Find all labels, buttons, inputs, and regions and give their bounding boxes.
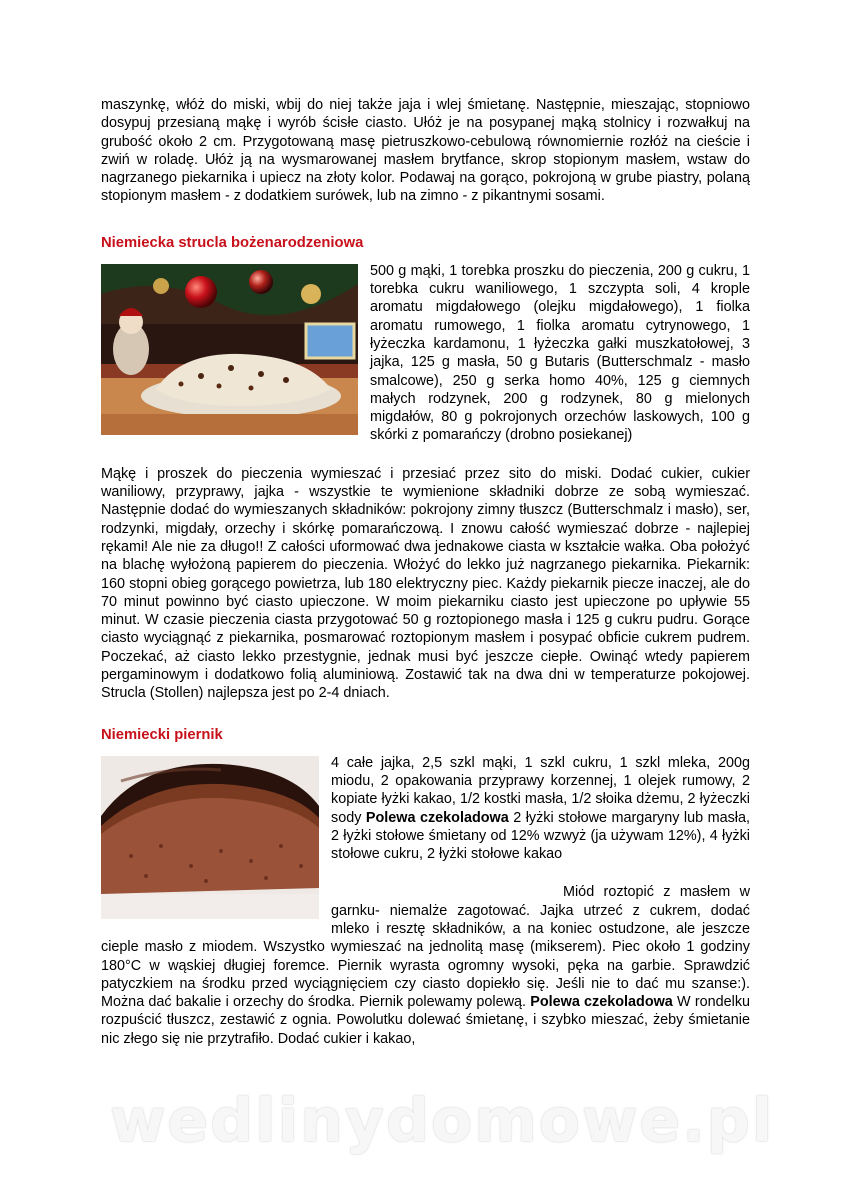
watermark: wedlinydomowe.pl bbox=[110, 1086, 775, 1156]
piernik-photo bbox=[101, 756, 319, 919]
piernik-ingredients-a: 4 całe jajka, 2,5 szkl mąki, 1 szkl cukru, 1 szkl mleka, 200g miodu, 2 opakowania przyprawy korzennej, 1 olejek rumowy, 2 kopiate łyżki kakao, 1/2 kostki masła, 1/2 słoika dżemu, 2 łyżeczki sody bbox=[331, 754, 750, 826]
glaze-label-2: Polewa czekoladowa bbox=[530, 994, 673, 1011]
piernik-method-b: W rondelku rozpuścić tłuszcz, zestawić z ognia. Powolutku dolewać śmietanę, i szybko mieszać, żeby śmietanie nic złego się nie przytrafiło. Dodać cukier i kakao, bbox=[101, 994, 751, 1047]
strucla-photo bbox=[101, 264, 358, 435]
piernik-ingredients-b: 2 łyżki stołowe margaryny lub masła, 2 łyżki stołowe śmietany od 12% wzwyż (ja używam 12%), 4 łyżki stołowe cukru, 2 łyżki stołowe kakao bbox=[331, 809, 750, 863]
strucla-method: Mąkę i proszek do pieczenia wymieszać i przesiać przez sito do miski. Dodać cukier, cukier waniliowy, przyprawy, jajka - wszystkie te wymienione składniki dobrze ze sobą wymieszać. Następnie dodać do wymieszanych składników: pokrojony zimny tłuszcz (Butterschmalz i masło), ser, rodzynki, migdały, orzechy i skórkę pomarańczową. I znowu całość wymieszać dobrze - najlepiej rękami! Ale nie za długo!! Z całości uformować dwa jednakowe ciasta w kształcie wałka. Oba położyć na blachę wyłożoną papierem do pieczenia. Włożyć do lekko już nagrzanego piekarnika. Piekarnik: 160 stopni obieg gorącego powietrza, lub 180 elektryczny piec. Każdy piekarnik piecze inaczej, ale do 70 minut powinno być ciasto upieczone. W moim piekarniku ciasto jest upieczone po upływie 55 minut. W czasie pieczenia ciasta przygotować 50 g roztopionego masła i 125 g cukru pudru. Gorące ciasto wyciągnąć z piekarnika, posmarować roztopionym masłem i posypać obficie cukrem pudrem. Poczekać, aż ciasto lekko przestygnie, jednak musi być jeszcze ciepłe. Owinąć wtedy papierem pergaminowym i dodatkowo folią aluminiową. Zostawić tak na dwa dni w temperaturze pokojowej. Strucla (Stollen) najlepsza jest po 2-4 dniach. bbox=[101, 465, 750, 702]
strucla-ingredients: 500 g mąki, 1 torebka proszku do pieczenia, 200 g cukru, 1 torebka cukru waniliowego, 1 szczypta soli, 4 krople aromatu migdałowego (olejku migdałowego), 1 fiolka aromatu rumowego, 1 fiolka aromatu cytrynowego, 1 łyżeczka kardamonu, 1 łyżeczka gałki muszkatołowej, 3 jajka, 125 g masła, 50 g Butaris (Butterschmalz - masło smalcowe), 250 g serka homo 40%, 125 g ciemnych małych rodzynek, 200 g rodzynek, 80 g mielonych migdałów, 80 g pokrojonych orzechów laskowych, 100 g skórki z pomarańczy (drobno posiekanej) bbox=[370, 262, 750, 444]
piernik-heading: Niemiecki piernik bbox=[101, 726, 223, 743]
stollen-image bbox=[101, 264, 358, 435]
document-page bbox=[101, 96, 750, 1048]
intro-paragraph: maszynkę, włóż do miski, wbij do niej także jaja i wlej śmietanę. Następnie, mieszając, stopniowo dosypuj przesianą mąkę i wyrób ścisłe ciasto. Ułóż je na posypanej mąką stolnicy i rozwałkuj na grubość około 2 cm. Przygotowaną masę pietruszkowo-cebulową równomiernie rozłóż na cieście i zwiń w roladę. Ułóż ją na wysmarowanej masłem brytfance, skrop stopionym masłem, wstaw do nagrzanego piekarnika i upiecz na złoty kolor. Podawaj na gorąco, pokrojoną w grube piastry, polaną stopionym masłem - z dodatkiem surówek, lub na zimno - z pikantnymi sosami. bbox=[101, 97, 750, 205]
glaze-label: Polewa czekoladowa bbox=[365, 809, 509, 826]
piernik-method-a: Miód roztopić z masłem w garnku- niemalże zagotować. Jajka utrzeć z cukrem, dodać mleko i resztę składników, a na koniec ostudzone, ale jeszcze cieple masło z miodem. Wszystko wymieszać na jednolitą masę (mikserem). Piec około 1 godziny 180°C w wąskiej długiej foremce. Piernik wyrasta ogromny wysoki, pęka na garbie. Sprawdzić patyczkiem na środku przed wyciągnięciem czy ciasto dopiekło się. Jeśli nie to dać mu szanse:). Można dać bakalie i orzechy do środka. Piernik polewamy polewą. bbox=[101, 884, 750, 1011]
gingerbread-image bbox=[101, 756, 319, 919]
strucla-heading: Niemiecka strucla bożenarodzeniowa bbox=[101, 234, 364, 251]
